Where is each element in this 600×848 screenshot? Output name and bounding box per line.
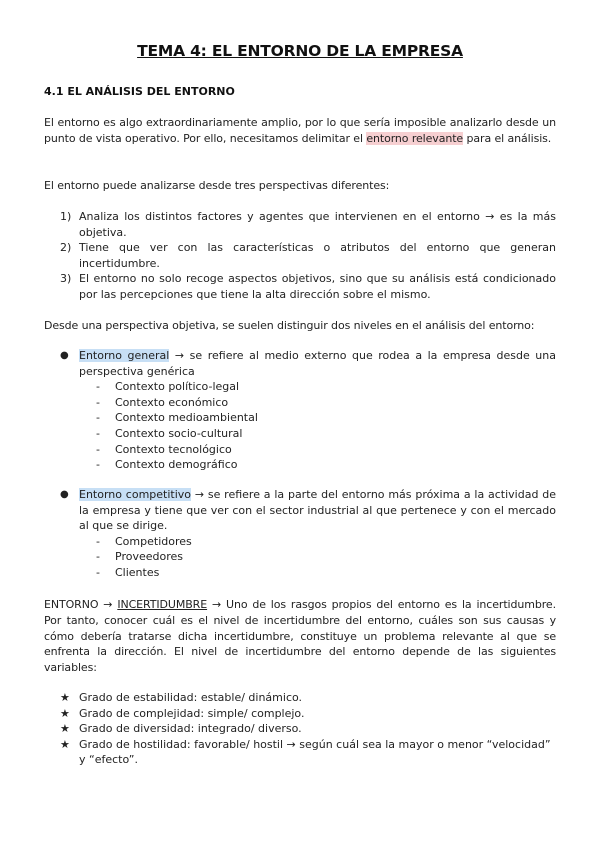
list-text: Grado de estabilidad: estable/ dinámico. (79, 691, 303, 704)
competitive-sublist (60, 534, 556, 581)
sub-item-text: Competidores (115, 534, 192, 548)
list-text: Tiene que ver con las características o atributos del entorno que generan incertidumbre. (79, 241, 556, 270)
sub-item-text: Contexto demográfico (115, 458, 238, 472)
sub-item (96, 457, 556, 473)
uncertainty-term: INCERTIDUMBRE (117, 598, 208, 611)
sub-item-text: Contexto tecnológico (115, 442, 232, 456)
list-item (60, 706, 556, 722)
uncertainty-prefix: ENTORNO → (44, 598, 118, 611)
intro-text-after: para el análisis. (463, 131, 552, 145)
general-desc: → se refiere al medio externo que rodea a la empresa desde una perspectiva genérica (79, 349, 556, 378)
levels-lead: Desde una perspectiva objetiva, se suelen distinguir dos niveles en el análisis del entorno: (44, 319, 535, 332)
dash-icon: - (96, 458, 100, 472)
sub-item-text: Contexto económico (115, 395, 229, 409)
sub-item-text: Contexto medioambiental (115, 411, 258, 425)
bullet-text (79, 348, 556, 379)
dash-icon: - (96, 411, 100, 425)
bullet-item (60, 348, 556, 379)
intro-highlight: entorno relevante (366, 131, 464, 145)
bullet-icon: ● (60, 350, 69, 361)
star-icon: ★ (60, 737, 70, 751)
bullet-item (60, 487, 556, 534)
sub-item-text: Contexto socio-cultural (115, 426, 243, 440)
star-icon: ★ (60, 691, 70, 704)
page-title: TEMA 4: EL ENTORNO DE LA EMPRESA (137, 42, 463, 60)
sub-item (96, 549, 556, 565)
competitive-term-highlight: Entorno competitivo (79, 488, 192, 501)
sub-item-text: Clientes (115, 565, 160, 579)
bullet-icon: ● (60, 489, 69, 500)
list-text: Analiza los distintos factores y agentes que intervienen en el entorno → es la más objetiva. (79, 210, 556, 239)
dash-icon: - (96, 550, 100, 564)
competitive-desc: → se refiere a la parte del entorno más próxima a la actividad de la empresa y tiene que ver con el sector industrial al que pertenece y con el mercado al que se dirige. (79, 488, 556, 533)
list-text: Grado de diversidad: integrado/ diverso. (79, 722, 302, 736)
dash-icon: - (96, 426, 100, 440)
dash-icon: - (96, 565, 100, 579)
general-sublist (60, 379, 556, 473)
intro-paragraph (44, 115, 556, 147)
competitive-environment-block (60, 487, 556, 581)
list-number: 3) (60, 272, 72, 286)
list-text: Grado de complejidad: simple/ complejo. (79, 706, 305, 720)
sub-item (96, 410, 556, 426)
sub-item-text: Proveedores (115, 550, 183, 564)
star-icon: ★ (60, 722, 70, 736)
sub-item (96, 426, 556, 442)
list-item (60, 209, 556, 240)
bullet-text (79, 487, 556, 534)
list-number: 2) (60, 241, 72, 255)
sub-item (96, 534, 556, 550)
list-item (60, 721, 556, 737)
dash-icon: - (96, 442, 100, 456)
list-number: 1) (60, 210, 72, 223)
uncertainty-text: → Uno de los rasgos propios del entorno es la incertidumbre. Por tanto, conocer cuál es el nivel de incertidumbre del entorno, cuáles son sus causas y cómo debería tratarse dicha incertidumbre, constituye un problema relevante al que se enfrenta la dirección. El nivel de incertidumbre del entorno depende de las siguientes variables: (44, 598, 556, 675)
star-icon: ★ (60, 706, 70, 720)
uncertainty-paragraph (44, 597, 556, 676)
intro-text-before: El entorno es algo extraordinariamente amplio, por lo que sería imposible analizarlo desde un punto de vista operativo. Por ello, necesitamos delimitar el (44, 116, 556, 145)
perspectives-list (60, 209, 556, 303)
list-item (60, 271, 556, 302)
dash-icon: - (96, 534, 100, 548)
variables-list (60, 690, 556, 768)
list-item (60, 240, 556, 271)
list-text: El entorno no solo recoge aspectos objetivos, sino que su análisis está condicionado por las percepciones que tiene la alta dirección sobre el mismo. (79, 272, 556, 301)
dash-icon: - (96, 395, 100, 409)
sub-item (96, 379, 556, 395)
sub-item (96, 442, 556, 458)
dash-icon: - (96, 380, 100, 394)
section-heading: 4.1 EL ANÁLISIS DEL ENTORNO (44, 85, 235, 98)
perspectives-lead: El entorno puede analizarse desde tres perspectivas diferentes: (44, 179, 390, 192)
list-item (60, 737, 556, 768)
sub-item (96, 565, 556, 581)
general-term-highlight: Entorno general (79, 349, 170, 362)
sub-item-text: Contexto político-legal (115, 380, 240, 394)
general-environment-block (60, 348, 556, 473)
list-text: Grado de hostilidad: favorable/ hostil → según cuál sea la mayor o menor “velocidad” y “efecto”. (79, 737, 551, 767)
list-item (60, 690, 556, 706)
sub-item (96, 395, 556, 411)
